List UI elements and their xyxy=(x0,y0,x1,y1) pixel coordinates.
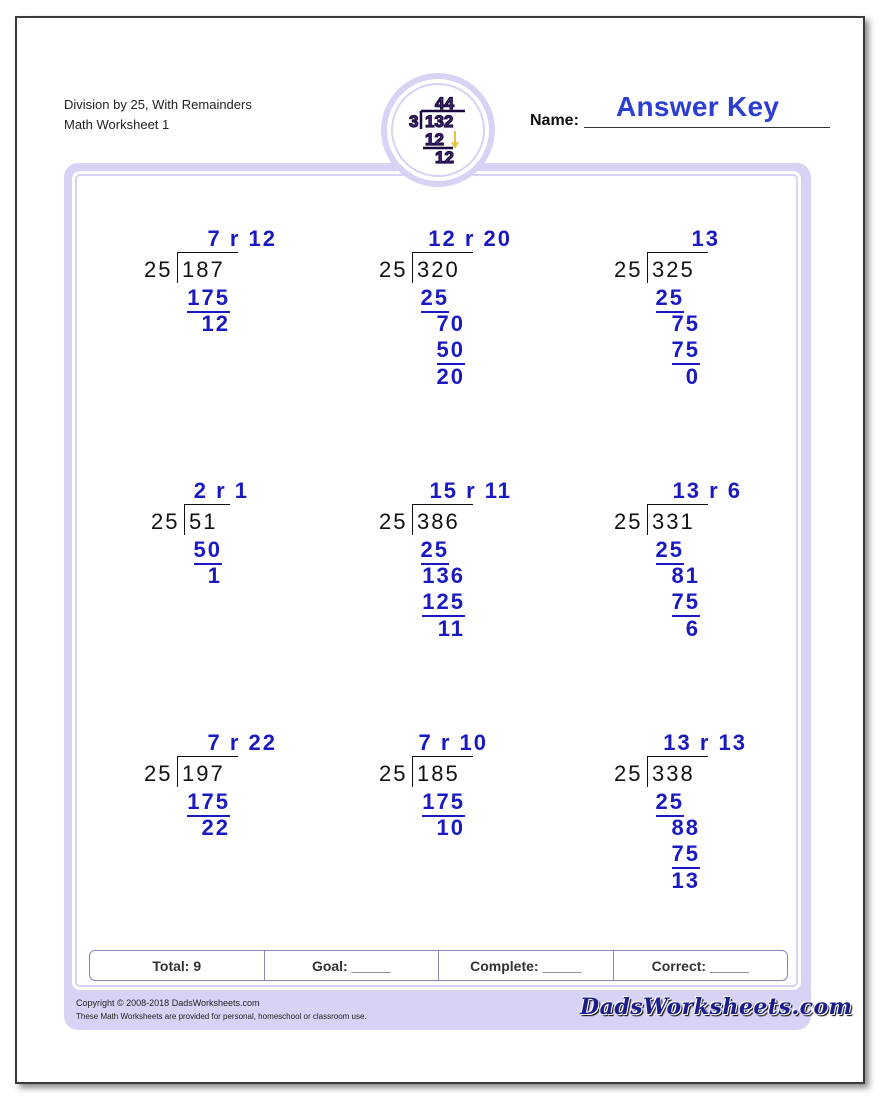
svg-text:44: 44 xyxy=(435,94,454,113)
remainder: 20 xyxy=(436,364,465,389)
quotient: 2 r 1 xyxy=(193,478,249,503)
work-step: 88 xyxy=(671,815,700,840)
remainder: 11 xyxy=(437,616,465,641)
quotient: 7 r 12 xyxy=(207,226,277,251)
work-step: 136 xyxy=(422,563,465,588)
remainder: 22 xyxy=(201,815,230,840)
division-problem-1 xyxy=(140,225,340,405)
work-step: 125 xyxy=(422,589,465,617)
work-step: 50 xyxy=(194,537,222,565)
brand-logo[interactable]: DadsWorksheets.com xyxy=(580,994,853,1020)
work-step: 175 xyxy=(422,789,465,817)
score-goal[interactable]: Goal: _____ xyxy=(265,951,440,980)
remainder: 13 xyxy=(671,868,700,893)
work-step: 81 xyxy=(671,563,700,588)
divisor: 25 xyxy=(614,509,643,534)
division-problem-6 xyxy=(610,477,810,657)
work-step: 25 xyxy=(421,537,449,565)
usage-notice: These Math Worksheets are provided for personal, homeschool or classroom use. xyxy=(76,1012,367,1021)
dividend: 331 xyxy=(652,509,695,534)
remainder: 6 xyxy=(685,616,700,641)
quotient: 13 r 6 xyxy=(672,478,742,503)
dividend: 320 xyxy=(417,257,460,282)
work-step: 25 xyxy=(656,285,684,313)
remainder: 10 xyxy=(436,815,465,840)
divisor: 25 xyxy=(151,509,180,534)
quotient: 7 r 22 xyxy=(207,730,277,755)
division-problem-2 xyxy=(375,225,575,405)
division-problem-3 xyxy=(610,225,810,405)
divisor: 25 xyxy=(144,761,173,786)
work-step: 25 xyxy=(656,537,684,565)
division-problem-5 xyxy=(375,477,575,657)
score-complete[interactable]: Complete: _____ xyxy=(439,951,614,980)
division-problem-7 xyxy=(140,729,340,909)
logo-badge xyxy=(381,73,495,187)
division-problem-9 xyxy=(610,729,810,909)
work-step: 25 xyxy=(421,285,449,313)
dividend: 187 xyxy=(182,257,225,282)
quotient: 7 r 10 xyxy=(418,730,488,755)
svg-text:132: 132 xyxy=(425,112,454,131)
work-step: 75 xyxy=(671,311,700,336)
svg-text:3: 3 xyxy=(409,112,419,131)
divisor: 25 xyxy=(379,257,408,282)
copyright-text: Copyright © 2008-2018 DadsWorksheets.com xyxy=(76,998,260,1008)
divisor: 25 xyxy=(144,257,173,282)
remainder: 0 xyxy=(685,364,700,389)
work-step: 75 xyxy=(672,337,700,365)
score-table xyxy=(89,950,788,981)
work-step: 75 xyxy=(672,841,700,869)
svg-text:12: 12 xyxy=(425,130,444,149)
remainder: 1 xyxy=(207,563,222,588)
name-field-value[interactable]: Answer Key xyxy=(616,91,780,122)
dividend: 338 xyxy=(652,761,695,786)
divisor: 25 xyxy=(614,761,643,786)
dividend: 325 xyxy=(652,257,695,282)
quotient: 13 xyxy=(691,226,720,251)
work-step: 175 xyxy=(187,285,230,313)
divisor: 25 xyxy=(379,761,408,786)
dividend: 185 xyxy=(417,761,460,786)
name-field-line[interactable] xyxy=(584,127,830,128)
worksheet-subtitle: Math Worksheet 1 xyxy=(64,117,170,132)
remainder: 12 xyxy=(201,311,230,336)
work-step: 75 xyxy=(672,589,700,617)
divisor: 25 xyxy=(614,257,643,282)
dividend: 197 xyxy=(182,761,225,786)
score-total: Total: 9 xyxy=(90,951,265,980)
long-division-logo-icon xyxy=(405,89,475,171)
divisor: 25 xyxy=(379,509,408,534)
division-problem-4 xyxy=(147,477,347,657)
work-step: 25 xyxy=(656,789,684,817)
work-step: 175 xyxy=(187,789,230,817)
division-problem-8 xyxy=(375,729,575,909)
score-correct[interactable]: Correct: _____ xyxy=(651,957,749,974)
work-step: 50 xyxy=(437,337,465,365)
quotient: 15 r 11 xyxy=(429,478,512,503)
dividend: 386 xyxy=(417,509,460,534)
name-label: Name: xyxy=(530,112,579,129)
dividend: 51 xyxy=(189,509,218,534)
quotient: 13 r 13 xyxy=(663,730,747,755)
work-step: 70 xyxy=(436,311,465,336)
worksheet-title: Division by 25, With Remainders xyxy=(64,97,252,112)
svg-text:12: 12 xyxy=(435,148,454,167)
quotient: 12 r 20 xyxy=(428,226,512,251)
